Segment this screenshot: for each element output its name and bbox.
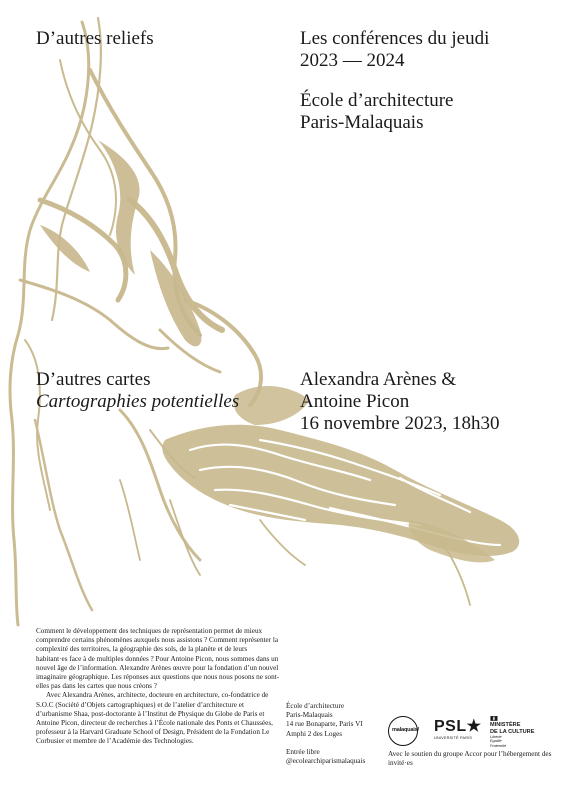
venue-line: Paris-Malaquais	[286, 711, 333, 720]
venue-info	[286, 702, 396, 766]
republique-flag-icon: ▮▯▮	[490, 716, 497, 722]
abstract-paragraph-2: Avec Alexandra Arènes, architecte, docteure en architecture, co-fondatrice de S.O.C (Société d’Objets cartographiques) et de l’atelier d’architecture et d’urbanisme Shaa, post-doctorante à l’Institut de Physique du Globe de Paris et Antoine Picon, directeur de recherches à l’École nationale des Ponts et Chaussées, professeur à la Harvard Graduate School of Design, Président de la Fondation Le Corbusier et membre de l’Académie des Technologies.	[36, 691, 273, 746]
motto-line: Égalité	[490, 739, 502, 744]
psl-logo-text: PSL★	[434, 718, 482, 735]
motto-line: Fraternité	[490, 743, 507, 748]
venue-address: 14 rue Bonaparte, Paris VI	[286, 720, 363, 729]
series-title: D’autres reliefs	[36, 28, 154, 49]
talk-title: D’autres cartes	[36, 369, 151, 390]
partner-logos	[388, 716, 558, 748]
venue-line: École d’architecture	[286, 702, 345, 710]
conference-heading	[300, 28, 489, 72]
malaquais-logo-text: malaquais/	[392, 727, 419, 733]
ministry-line-1: MINISTÈRE	[490, 722, 521, 729]
psl-logo-subtitle: UNIVERSITÉ PARIS	[434, 736, 473, 740]
psl-logo	[434, 718, 481, 741]
sponsor-note: Avec le soutien du groupe Accor pour l’hébergement des invité·es	[388, 750, 552, 768]
talk-speakers	[300, 369, 499, 435]
abstract	[36, 627, 280, 747]
venue-room: Amphi 2 des Loges	[286, 729, 343, 738]
talk-subtitle: Cartographies potentielles	[36, 391, 240, 412]
school-name-line-1: École d’architecture	[300, 90, 454, 111]
talk-date: 16 novembre 2023, 18h30	[300, 413, 500, 434]
ministry-line-2: DE LA CULTURE	[490, 728, 535, 735]
school-name-line-2: Paris-Malaquais	[300, 112, 424, 133]
motto-line: Liberté	[490, 734, 502, 739]
entry-info: Entrée libre	[286, 747, 320, 756]
conference-name: Les conférences du jeudi	[300, 28, 490, 49]
abstract-paragraph-1: Comment le développement des techniques de représentation permet de mieux comprendre certains phénomènes auxquels nous assistons ? Comment représenter la complexité des territoires, la géographie des sols, de la planète et de leurs habitant·es face à de multiples données ? Pour Antoine Picon, nous sommes dans un nouvel âge de l’information. Alexandre Arènes œuvre pour la fondation d’un nouvel imaginaire géographique. Les réponses aux questions que nous nous posons ne sont-elles pas dans les cartes que nous créons ?	[36, 627, 280, 691]
school-heading	[300, 90, 453, 134]
malaquais-logo	[388, 716, 418, 746]
ministry-logo	[490, 716, 534, 748]
speaker-line-2: Antoine Picon	[300, 391, 410, 412]
social-handle[interactable]: @ecolearchiparismalaquais	[286, 757, 366, 766]
talk-topic	[36, 369, 239, 413]
conference-season: 2023 — 2024	[300, 50, 405, 71]
speaker-line-1: Alexandra Arènes &	[300, 369, 457, 390]
